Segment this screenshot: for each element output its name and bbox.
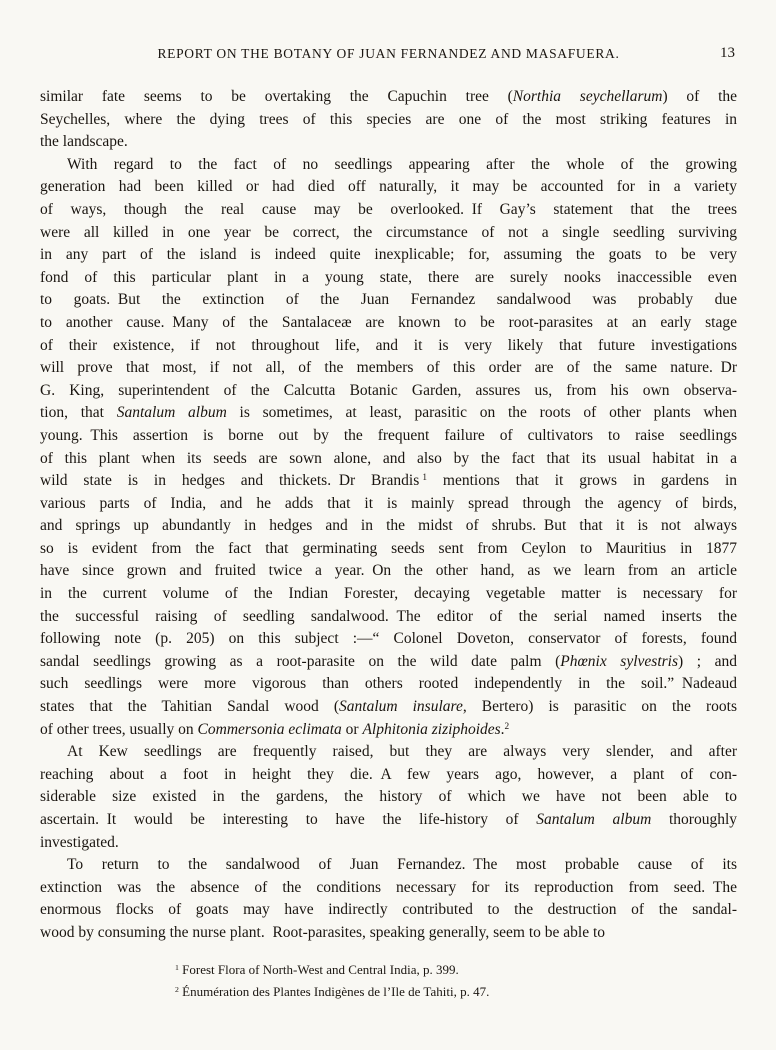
text-line: ascertain. It would be interesting to have the life-history of Santalum album thoroughly [40, 811, 738, 828]
text-line: and springs up abundantly in hedges and in the midst of shrubs. But that it is not always [40, 517, 737, 535]
text-line: various parts of India, and he adds that it is mainly spread through the agency of birds, [40, 494, 737, 512]
footnote-marker: 1 [175, 962, 179, 972]
text-line: have since grown and fruited twice a year. On the other hand, as we learn from an article [40, 562, 737, 580]
text-line: the successful raising of seedling sandalwood. The editor of the serial named inserts the [40, 607, 737, 625]
text-line: following note (p. 205) on this subject :—“ Colonel Doveton, conservator of forests, found [40, 630, 737, 648]
running-header-title: REPORT ON THE BOTANY OF JUAN FERNANDEZ AND MASAFUERA. [157, 46, 620, 61]
text-line: generation had been killed or had died off naturally, it may be accounted for in a variety [40, 178, 737, 196]
page-body [40, 86, 737, 945]
paragraph [40, 741, 737, 854]
text-line: so is evident from the fact that germinating seeds sent from Ceylon to Mauritius in 1877 [40, 539, 737, 557]
page-header [40, 46, 737, 64]
footnote: $^2$ Énumération des Plantes Indigènes de l’Ile de Tahiti, p. 47. [175, 983, 490, 999]
text-line: in the current volume of the Indian Forester, decaying vegetable matter is necessary for [40, 585, 737, 603]
text-line: of this plant when its seeds are sown alone, and also by the fact that its usual habitat in a [40, 449, 737, 467]
text-line: wild state is in hedges and thickets. Dr Brandis $^1$ mentions that it grows in gardens in [40, 472, 737, 490]
text-line: such seedlings were more vigorous than others rooted independently in the soil.” Nadeaud [40, 675, 737, 693]
text-line: of their existence, if not throughout life, and it is very likely that future investigations [40, 336, 737, 354]
text-line: to another cause. Many of the Santalaceæ are known to be root-parasites at an early stage [40, 313, 737, 331]
paragraph [40, 86, 737, 154]
text-line: wood by consuming the nurse plant. Root-parasites, speaking generally, seem to be able to [40, 923, 606, 941]
text-line: extinction was the absence of the conditions necessary for its reproduction from seed. The [40, 878, 737, 896]
footnote-marker: 2 [175, 984, 179, 994]
text-line: to goats. But the extinction of the Juan Fernandez sandalwood was probably due [40, 291, 737, 309]
text-line: tion, that Santalum album is sometimes, at least, parasitic on the roots of other plants when [40, 404, 738, 422]
text-line: reaching about a foot in height they die. A few years ago, however, a plant of con- [40, 765, 737, 783]
paragraph [40, 154, 737, 741]
text-line: states that the Tahitian Sandal wood (Santalum insulare, Bertero) is parasitic on the roots [40, 698, 737, 716]
text-line: To return to the sandalwood of Juan Fernandez. The most probable cause of its [67, 856, 737, 874]
text-line: similar fate seems to be overtaking the Capuchin tree (Northia seychellarum) of the [40, 88, 738, 105]
text-line: At Kew seedlings are frequently raised, but they are always very slender, and after [67, 743, 737, 761]
footnote-reference: 1 [422, 473, 428, 484]
text-line: enormous flocks of goats may have indirectly contributed to the destruction of the sandal- [40, 901, 737, 919]
footnotes [40, 959, 737, 1003]
text-line: G. King, superintendent of the Calcutta Botanic Garden, assures us, from his own observa- [40, 381, 737, 399]
text-line: investigated. [40, 833, 119, 851]
text-line: sandal seedlings growing as a root-parasite on the wild date palm (Phœnix sylvestris) ; and [40, 652, 737, 670]
text-line: young. This assertion is borne out by the frequent failure of cultivators to raise seedlings [40, 426, 737, 444]
text-line: fond of this particular plant in a young state, there are surely nooks inaccessible even [40, 268, 737, 286]
text-line: Seychelles, where the dying trees of this species are one of the most striking features in [40, 110, 737, 128]
page-number: 13 [720, 45, 735, 61]
text-line: siderable size existed in the gardens, the history of which we have not been able to [40, 788, 737, 806]
text-line: were all killed in one year be correct, the circumstance of not a single seedling surviving [40, 223, 737, 241]
text-line: will prove that most, if not all, of the members of this order are of the same nature. Dr [40, 359, 737, 377]
text-line: the landscape. [40, 133, 128, 151]
footnote: $^1$ Forest Flora of North-West and Central India, p. 399. [175, 961, 459, 977]
text-line: With regard to the fact of no seedlings appearing after the whole of the growing [67, 155, 737, 173]
text-line: in any part of the island is indeed quite inexplicable; for, assuming the goats to be very [40, 246, 737, 264]
paragraph [40, 854, 737, 944]
text-line: of ways, though the real cause may be overlooked. If Gay’s statement that the trees [40, 200, 737, 218]
footnote-reference: 2 [504, 721, 510, 732]
text-line: of other trees, usually on Commersonia eclimata or Alphitonia ziziphoides.$^2$ [40, 720, 510, 738]
